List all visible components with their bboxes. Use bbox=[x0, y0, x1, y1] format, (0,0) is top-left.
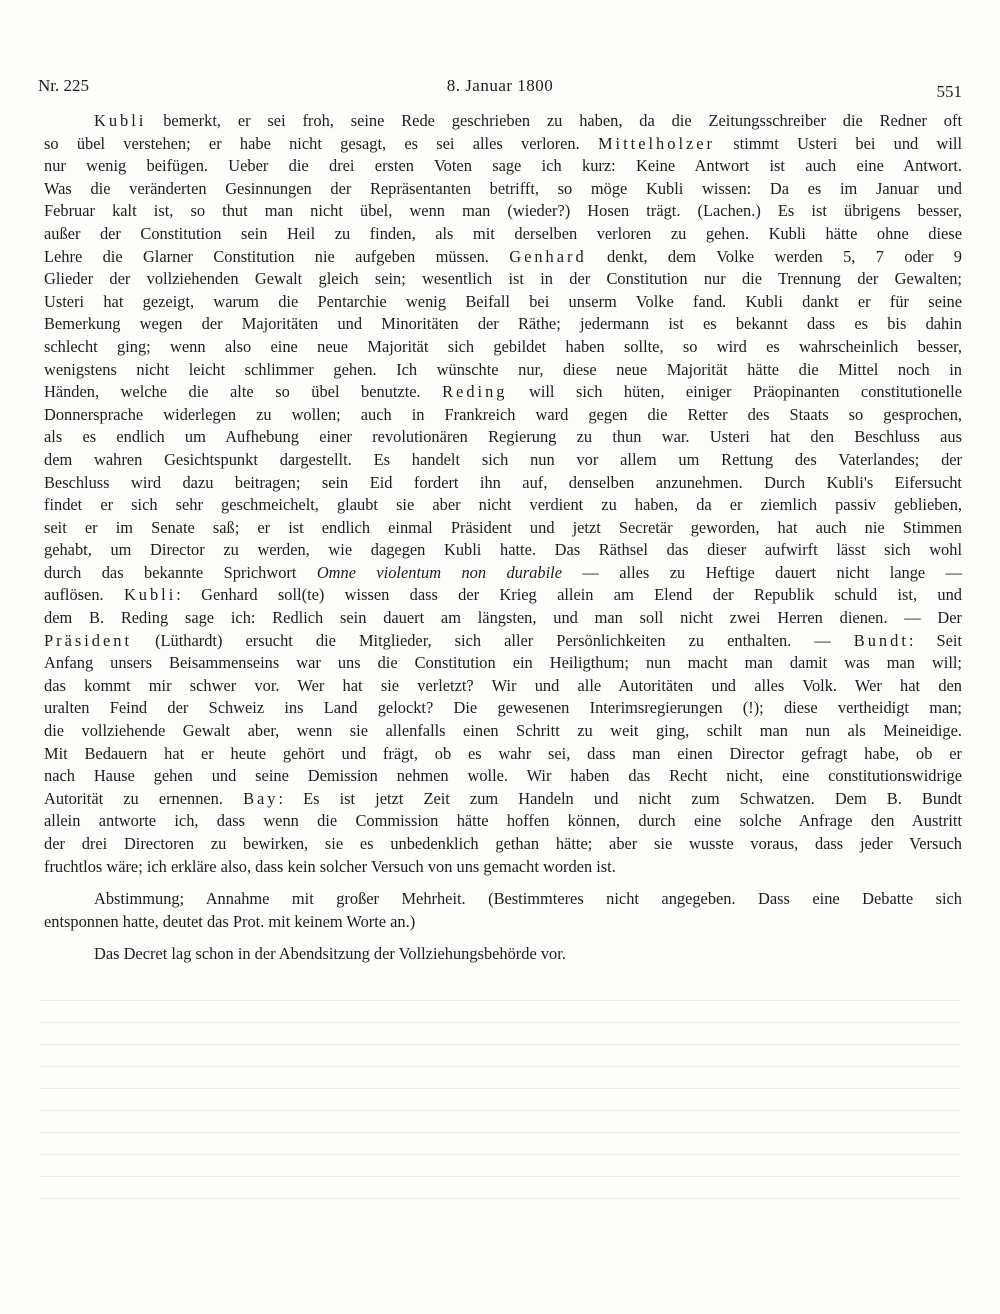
text-run: stimmt Usteri bei und will bbox=[715, 133, 962, 153]
text-run: seit er im Senate saß; er ist endlich einmal Präsident und jetzt Secretär geworden, hat auch nie Stimmen bbox=[44, 517, 962, 537]
text-run: : Es ist jetzt Zeit zum Handeln und nicht zum Schwatzen. Dem B. Bundt bbox=[278, 788, 962, 808]
text-line bbox=[44, 404, 962, 427]
text-run: Usteri hat gezeigt, warum die Pentarchie wenig Beifall bei unserm Volke fand. Kubli dankt er für seine bbox=[44, 291, 962, 311]
text-run: Autorität zu ernennen. bbox=[44, 788, 244, 808]
text-line bbox=[44, 313, 962, 336]
text-line bbox=[44, 472, 962, 495]
text-run: (Lüthardt) ersucht die Mitglieder, sich aller Persönlichkeiten zu enthalten. — bbox=[132, 630, 854, 650]
document-number: Nr. 225 bbox=[38, 76, 89, 95]
text-line bbox=[44, 517, 962, 540]
text-run: wenigstens nicht leicht schlimmer gehen. Ich wünschte nur, diese neue Majorität hätte die Mittel noch in bbox=[44, 359, 962, 379]
text-run: außer der Constitution sein Heil zu finden, als mit derselben verloren zu gehen. Kubli hätte ohne diese bbox=[44, 223, 962, 243]
paragraph-decree bbox=[44, 943, 962, 966]
speaker-name: Reding bbox=[442, 382, 508, 402]
text-run: Lehre die Glarner Constitution nie aufgeben müssen. bbox=[44, 246, 510, 266]
text-line bbox=[44, 630, 962, 653]
text-line bbox=[44, 810, 962, 833]
text-run: Mit Bedauern hat er heute gehört und frägt, ob es wahr sei, dass man einen Director gefragt habe, ob er bbox=[44, 743, 962, 763]
text-run: Händen, welche die alte so übel benutzte. bbox=[44, 382, 443, 402]
text-run: dem B. Reding sage ich: Redlich sein dauert am längsten, und man soll nicht zwei Herren dienen. — Der bbox=[44, 608, 962, 628]
speaker-name: Präsident bbox=[44, 630, 133, 650]
text-run: so übel verstehen; er habe nicht gesagt, es sei alles verloren. bbox=[44, 133, 598, 153]
text-run: : Genhard soll(te) wissen dass der Krieg allein am Elend der Republik schuld ist, und bbox=[176, 585, 962, 605]
text-line bbox=[44, 856, 962, 879]
text-run: nur wenig beifügen. Ueber die drei ersten Voten sage ich kurz: Keine Antwort ist auch eine Antwort. bbox=[44, 156, 962, 176]
text-line bbox=[44, 223, 962, 246]
speaker-name: Kubli bbox=[123, 585, 177, 605]
document-date: 8. Januar 1800 bbox=[446, 76, 554, 95]
text-run: Glieder der vollziehenden Gewalt gleich sein; wesentlich ist in der Constitution nur die Trennung der Gewalten; bbox=[44, 269, 962, 289]
text-run: Beschluss wird dazu beitragen; sein Eid fordert ihn auf, denselben anzunehmen. Durch Kubli's Eifersucht bbox=[44, 472, 962, 492]
text-run: als es endlich um Aufhebung einer revolutionären Regierung zu thun war. Usteri hat den Beschluss aus bbox=[44, 427, 962, 447]
text-run: findet er sich sehr geschmeichelt, glaubt sie aber nicht verdient zu haben, da er ziemlich passiv geblieben, bbox=[44, 495, 962, 515]
text-run: auflösen. bbox=[44, 585, 124, 605]
text-line bbox=[44, 788, 962, 811]
text-line bbox=[44, 268, 962, 291]
speaker-name: Kubli bbox=[94, 111, 147, 130]
text-line bbox=[44, 359, 962, 382]
page-number: 551 bbox=[936, 82, 962, 101]
text-run: die vollziehende Gewalt aber, wenn sie allenfalls einen Schritt zu weit ging, schilt man nun als Meineidige. bbox=[44, 721, 962, 741]
text-line bbox=[44, 765, 962, 788]
text-line bbox=[44, 291, 962, 314]
text-run: dem wahren Gesichtspunkt dargestellt. Es handelt sich nun vor allem um Rettung des Vaterlandes; der bbox=[44, 449, 962, 469]
text-line bbox=[44, 336, 962, 359]
text-line bbox=[44, 494, 962, 517]
text-run: fruchtlos wäre; ich erkläre also, dass kein solcher Versuch von uns gemacht worden ist. bbox=[44, 856, 616, 876]
text-run: Donnersprache widerlegen zu wollen; auch in Frankreich ward gegen die Retter des Staats so gesprochen, bbox=[44, 404, 962, 424]
text-run: bemerkt, er sei froh, seine Rede geschrieben zu haben, da die Zeitungsschreiber die Redner oft bbox=[146, 111, 962, 130]
text-line bbox=[44, 743, 962, 766]
text-run: uralten Feind der Schweiz ins Land gelockt? Die gewesenen Interimsregierungen (!); diese vertheidigt man; bbox=[44, 698, 962, 718]
text-line bbox=[44, 562, 962, 585]
text-run: das kommt mir schwer vor. Wer hat sie verletzt? Wir und alle Autoritäten und alles Volk. Wer hat den bbox=[44, 675, 962, 695]
text-run: denkt, dem Volke werden 5, 7 oder 9 bbox=[586, 246, 963, 266]
speaker-name: Bay bbox=[243, 788, 279, 808]
text-line bbox=[44, 652, 962, 675]
text-line bbox=[44, 675, 962, 698]
speaker-name: Genhard bbox=[509, 246, 587, 266]
text-line bbox=[44, 246, 962, 269]
text-line bbox=[44, 539, 962, 562]
text-line bbox=[44, 720, 962, 743]
text-line bbox=[44, 381, 962, 404]
running-header bbox=[38, 76, 962, 100]
text-run: Februar kalt ist, so thut man nicht übel, wenn man (wieder?) Hosen trägt. (Lachen.) Es ist übrigens besser, bbox=[44, 201, 962, 221]
speaker-name: Bundt bbox=[853, 630, 909, 650]
text-line bbox=[44, 833, 962, 856]
text-line: Das Decret lag schon in der Abendsitzung der Vollziehungsbehörde vor. bbox=[94, 944, 566, 964]
text-line bbox=[44, 584, 962, 607]
text-run: — alles zu Heftige dauert nicht lange — bbox=[562, 562, 963, 582]
text-line bbox=[44, 133, 962, 156]
text-line bbox=[44, 200, 962, 223]
text-line bbox=[44, 426, 962, 449]
text-line bbox=[44, 607, 962, 630]
text-run: durch das bekannte Sprichwort bbox=[44, 562, 317, 582]
show-through-text bbox=[40, 1000, 960, 1220]
text-line bbox=[44, 449, 962, 472]
text-line: Abstimmung; Annahme mit großer Mehrheit. (Bestimmteres nicht angegeben. Dass eine Debatte sich bbox=[94, 889, 962, 909]
text-run: Was die veränderten Gesinnungen der Repräsentanten betrifft, so möge Kubli wissen: Da es im Januar und bbox=[44, 178, 962, 198]
paragraph-debate bbox=[44, 110, 962, 878]
text-line bbox=[44, 697, 962, 720]
text-run: Bemerkung wegen der Majoritäten und Minoritäten der Räthe; jedermann ist es bekannt dass es bis dahin bbox=[44, 314, 962, 334]
text-run: allein antworte ich, dass wenn die Commission hätte hoffen können, durch eine solche Anfrage den Austritt bbox=[44, 811, 962, 831]
latin-proverb: Omne violentum non durabile bbox=[316, 562, 563, 582]
text-run: Anfang unsers Beisammenseins war uns die Constitution ein Heiligthum; nun macht man damit was man will; bbox=[44, 653, 962, 673]
body-text bbox=[44, 110, 962, 966]
text-line: entsponnen hatte, deutet das Prot. mit keinem Worte an.) bbox=[44, 911, 416, 931]
text-line bbox=[44, 110, 962, 133]
paragraph-vote bbox=[44, 888, 962, 933]
text-line bbox=[44, 155, 962, 178]
text-run: nach Hause gehen und seine Demission nehmen wolle. Wir haben das Recht nicht, eine constitutionswidrige bbox=[44, 766, 962, 786]
speaker-name: Mittelholzer bbox=[597, 133, 716, 153]
text-run: der drei Directoren zu bewirken, sie es unbedenklich gethan hätte; aber sie wusste voraus, dass jeder Versuch bbox=[44, 834, 962, 853]
text-run: will sich hüten, einiger Präopinanten constitutionelle bbox=[507, 382, 962, 402]
text-run: : Seit bbox=[908, 630, 962, 650]
text-line bbox=[44, 178, 962, 201]
text-run: gehabt, um Director zu werden, wie dagegen Kubli hatte. Das Räthsel das dieser aufwirft lässt sich wohl bbox=[44, 540, 962, 560]
text-run: schlecht ging; wenn also eine neue Majorität sich gebildet haben sollte, so wird es wahrscheinlich besser, bbox=[44, 336, 962, 356]
